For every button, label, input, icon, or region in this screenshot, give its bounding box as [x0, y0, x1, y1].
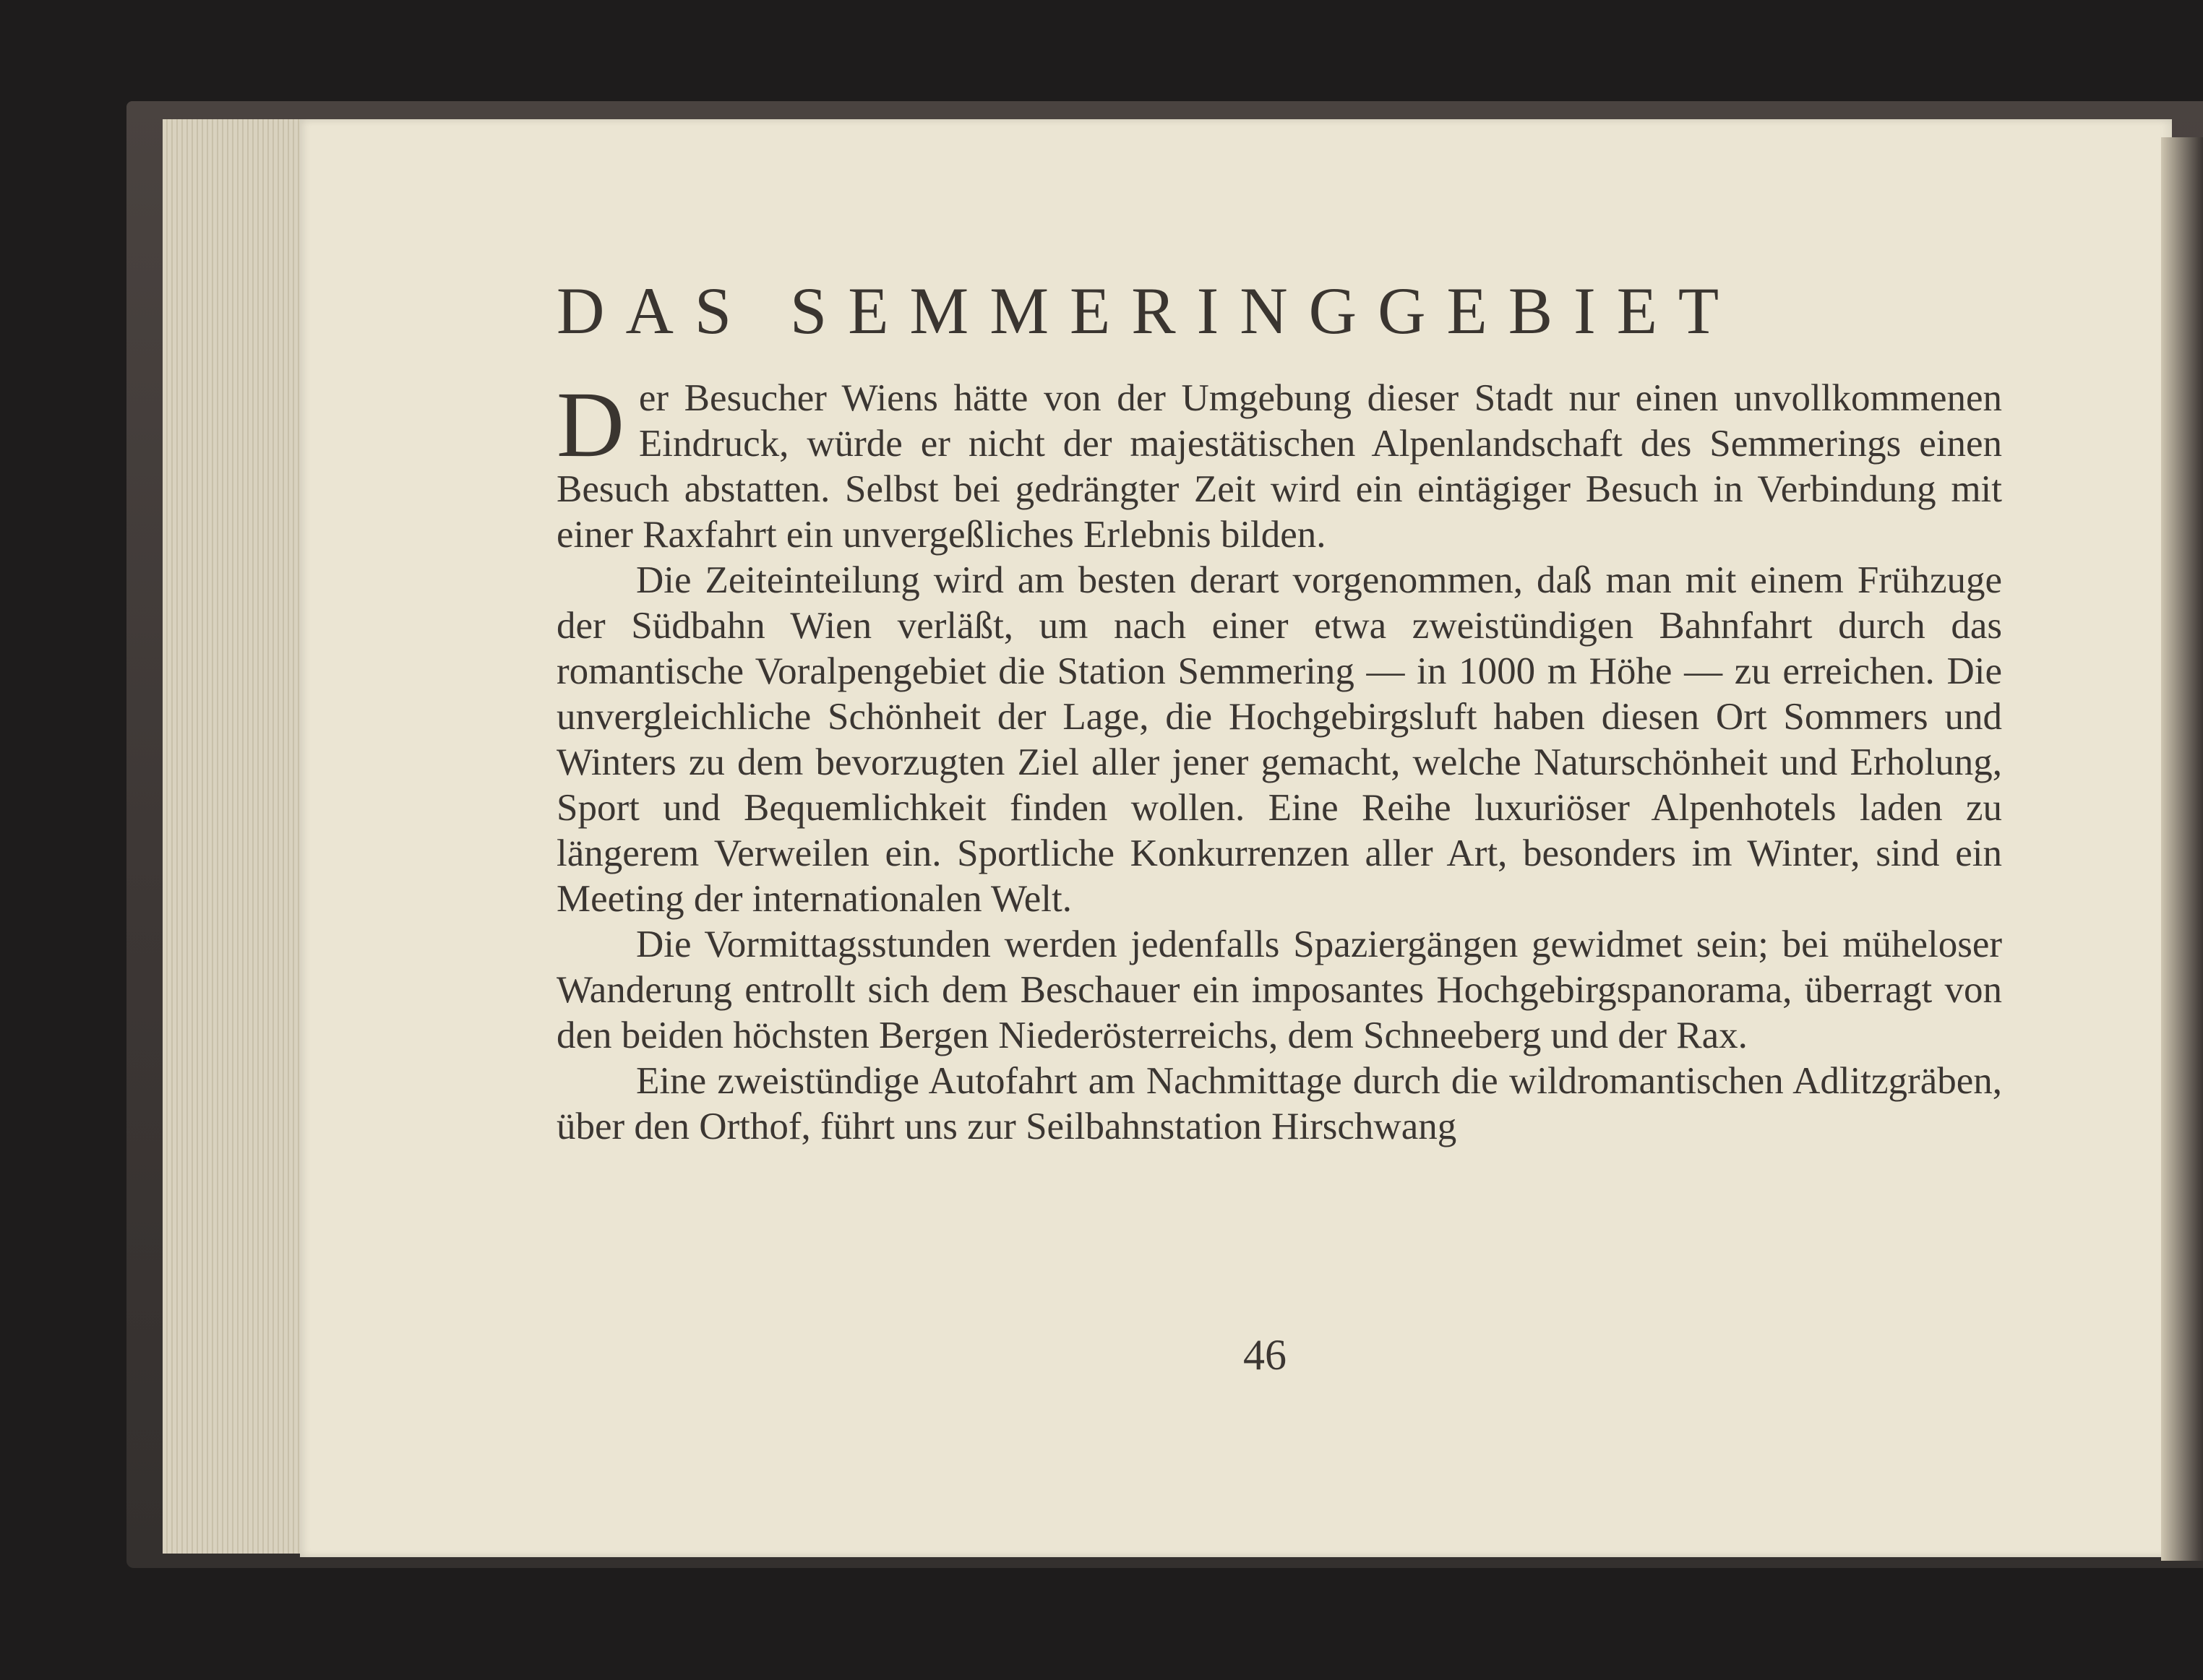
- page-gutter-shadow: [2161, 137, 2203, 1561]
- body-text: [557, 373, 2002, 1150]
- paragraph-2: Die Zeiteinteilung wird am besten derart vorgenommen, daß man mit einem Frühzuge der Südbahn Wien verläßt, um nach einer etwa zweistündigen Bahnfahrt durch das romantische Voralpengebiet die Station Semmering — in 1000 m Höhe — zu erreichen. Die unvergleichliche Schönheit der Lage, die Hochgebirgsluft haben diesen Ort Sommers und Winters zu dem bevorzugten Ziel aller jener gemacht, welche Naturschönheit und Erholung, Sport und Bequemlichkeit finden wollen. Eine Reihe luxuriöser Alpenhotels laden zu längerem Verweilen ein. Sportliche Konkurrenzen aller Art, besonders im Winter, sind ein Meeting der internationalen Welt.: [557, 559, 2002, 920]
- page-edges: [163, 119, 307, 1554]
- drop-cap: D: [557, 373, 624, 477]
- page-heading: DAS SEMMERINGGEBIET: [557, 274, 1740, 348]
- paragraph-1-text: er Besucher Wiens hätte von der Umgebung dieser Stadt nur einen unvollkommenen Eindruck, würde er nicht der majestätischen Alpenlandschaft des Semmerings einen Besuch abstatten. Selbst bei gedrängter Zeit wird ein eintägiger Besuch in Verbindung mit einer Raxfahrt ein unvergeßliches Erlebnis bilden.: [557, 377, 2002, 556]
- paragraph-4: Eine zweistündige Autofahrt am Nachmittage durch die wildromantischen Adlitzgräben, über den Orthof, führt uns zur Seilbahnstation Hirschwang: [557, 1060, 2002, 1147]
- page-number: 46: [1243, 1331, 1287, 1379]
- paragraph-1: [557, 373, 2002, 558]
- paragraph-3: Die Vormittagsstunden werden jedenfalls Spaziergängen gewidmet sein; bei müheloser Wanderung entrollt sich dem Beschauer ein imposantes Hochgebirgspanorama, überragt von den beiden höchsten Bergen Niederösterreichs, dem Schneeberg und der Rax.: [557, 923, 2002, 1056]
